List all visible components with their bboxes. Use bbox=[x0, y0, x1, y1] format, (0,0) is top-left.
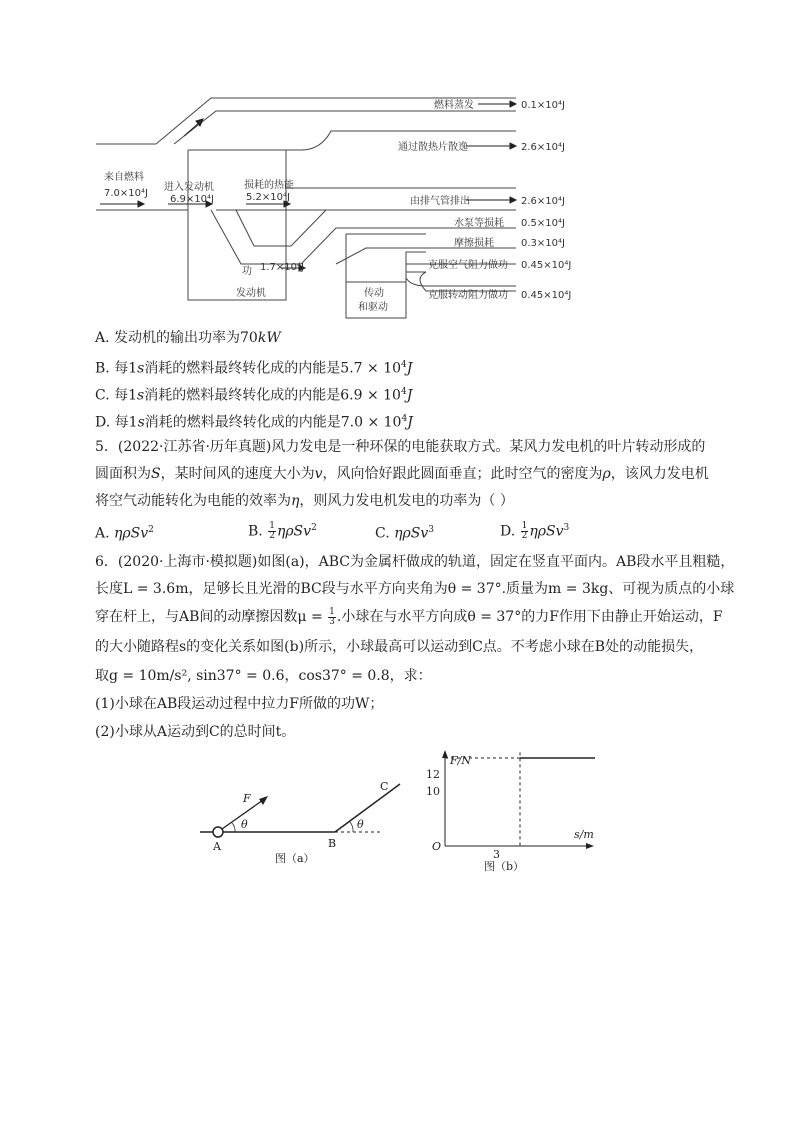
q6-stem-line-4: 的大小随路程s的变化关系如图(b)所示，小球最高可以运动到C点。不考虑小球在B处的动能损失， bbox=[95, 639, 704, 655]
x-axis-label: s/m bbox=[574, 828, 594, 841]
label-F: F bbox=[243, 792, 251, 805]
label-theta-a: θ bbox=[241, 818, 248, 831]
y-tick-10: 10 bbox=[426, 785, 440, 798]
label-A: A bbox=[213, 840, 221, 853]
flow-label: 克服转动阻力做功 bbox=[428, 290, 508, 301]
q6-stem-line-2: 长度L = 3.6m，足够长且光滑的BC段与水平方向夹角为θ = 37°.质量为m = 3kg、可视为质点的小球 bbox=[95, 581, 735, 597]
heat-loss-value: 5.2×10⁴J bbox=[246, 192, 290, 203]
q4-option-d[interactable]: D. 每1s消耗的燃料最终转化成的内能是$7.0 \times 10^4J$ bbox=[95, 414, 413, 431]
source-value: 7.0×10⁴J bbox=[104, 188, 148, 199]
work-value: 1.7×10⁴J bbox=[260, 262, 304, 273]
flow-value: 2.6×10⁴J bbox=[521, 142, 565, 153]
figure-a bbox=[195, 780, 420, 875]
q4-option-b[interactable]: B. 每1s消耗的燃料最终转化成的内能是$5.7 \times 10^4J$ bbox=[95, 360, 413, 377]
flow-value: 0.1×10⁴J bbox=[521, 100, 565, 111]
figure-a-caption: 图（a） bbox=[275, 852, 315, 865]
energy-flow-diagram bbox=[96, 86, 586, 326]
engine-label: 发动机 bbox=[236, 288, 266, 299]
flow-value: 0.45×10⁴J bbox=[521, 290, 572, 301]
flow-label: 水泵等损耗 bbox=[454, 218, 504, 229]
y-axis-label: F/N bbox=[450, 754, 471, 767]
q5-stem-line-3: 将空气动能转化为电能的效率为η，则风力发电机发电的功率为（ ） bbox=[95, 493, 514, 509]
flow-label: 摩擦损耗 bbox=[454, 238, 494, 249]
transmission-label-1: 传动 bbox=[364, 288, 384, 299]
figure-b-svg bbox=[420, 750, 600, 880]
engine-in-value: 6.9×10⁴J bbox=[170, 194, 214, 205]
figure-a-svg bbox=[195, 780, 420, 875]
energy-flow-svg bbox=[96, 86, 586, 326]
flow-label: 燃料蒸发 bbox=[434, 100, 474, 111]
label-B: B bbox=[328, 837, 337, 850]
q4-option-a[interactable]: A. 发动机的输出功率为70kW bbox=[95, 330, 281, 346]
flow-label: 由排气管排出 bbox=[410, 196, 470, 207]
q4-option-c[interactable]: C. 每1s消耗的燃料最终转化成的内能是$6.9 \times 10^4J$ bbox=[95, 387, 413, 404]
q6-stem-line-5: 取g = 10m/s², sin37° = 0.6，cos37° = 0.8，求： bbox=[95, 668, 432, 684]
y-tick-12: 12 bbox=[426, 768, 440, 781]
q6-subquestion-2: (2)小球从A运动到C的总时间t。 bbox=[95, 724, 296, 740]
q5-option-c[interactable]: C. ηρSv$^3$ bbox=[375, 525, 434, 542]
figure-b-caption: 图（b） bbox=[484, 860, 525, 873]
label-theta-b: θ bbox=[357, 818, 364, 831]
flow-label: 通过散热片散逸 bbox=[398, 142, 468, 153]
heat-loss-label: 损耗的热能 bbox=[244, 180, 294, 191]
q5-option-b[interactable]: B. $\frac{1}{2}$ ηρSv$^2$ bbox=[248, 521, 317, 542]
flow-value: 0.5×10⁴J bbox=[521, 218, 565, 229]
figure-b bbox=[420, 750, 600, 880]
q6-stem-line-1: 6．(2020·上海市·模拟题)如图(a)，ABC为金属杆做成的轨道，固定在竖直平面内。AB段水平且粗糙， bbox=[95, 554, 735, 570]
q6-subquestion-1: (1)小球在AB段运动过程中拉力F所做的功W； bbox=[95, 696, 384, 712]
q5-option-d[interactable]: D. $\frac{1}{2}$ ηρSv$^3$ bbox=[500, 521, 570, 542]
work-label: 功 bbox=[242, 266, 252, 277]
ball bbox=[213, 827, 223, 837]
q6-stem-line-3: 穿在杆上，与AB间的动摩擦因数μ = $\frac{1}{3}$ .小球在与水平方向成θ = 37°的力F作用下由静止开始运动，F bbox=[95, 606, 723, 627]
q5-option-a[interactable]: A. ηρSv$^2$ bbox=[95, 525, 154, 542]
origin-label: O bbox=[432, 840, 442, 853]
label-C: C bbox=[380, 780, 389, 793]
q5-stem-line-2: 圆面积为S，某时间风的速度大小为v，风向恰好跟此圆面垂直；此时空气的密度为ρ，该风力发电机 bbox=[95, 466, 709, 482]
flow-value: 0.3×10⁴J bbox=[521, 238, 565, 249]
flow-value: 2.6×10⁴J bbox=[521, 196, 565, 207]
source-label: 来自燃料 bbox=[104, 172, 144, 183]
flow-label: 克服空气阻力做功 bbox=[428, 260, 508, 271]
flow-value: 0.45×10⁴J bbox=[521, 260, 572, 271]
q5-stem-line-1: 5．(2022·江苏省·历年真题)风力发电是一种环保的电能获取方式。某风力发电机的叶片转动形成的 bbox=[95, 439, 706, 455]
engine-in-label: 进入发动机 bbox=[164, 182, 214, 193]
transmission-label-2: 和驱动 bbox=[358, 302, 388, 313]
x-tick-3: 3 bbox=[493, 848, 500, 861]
